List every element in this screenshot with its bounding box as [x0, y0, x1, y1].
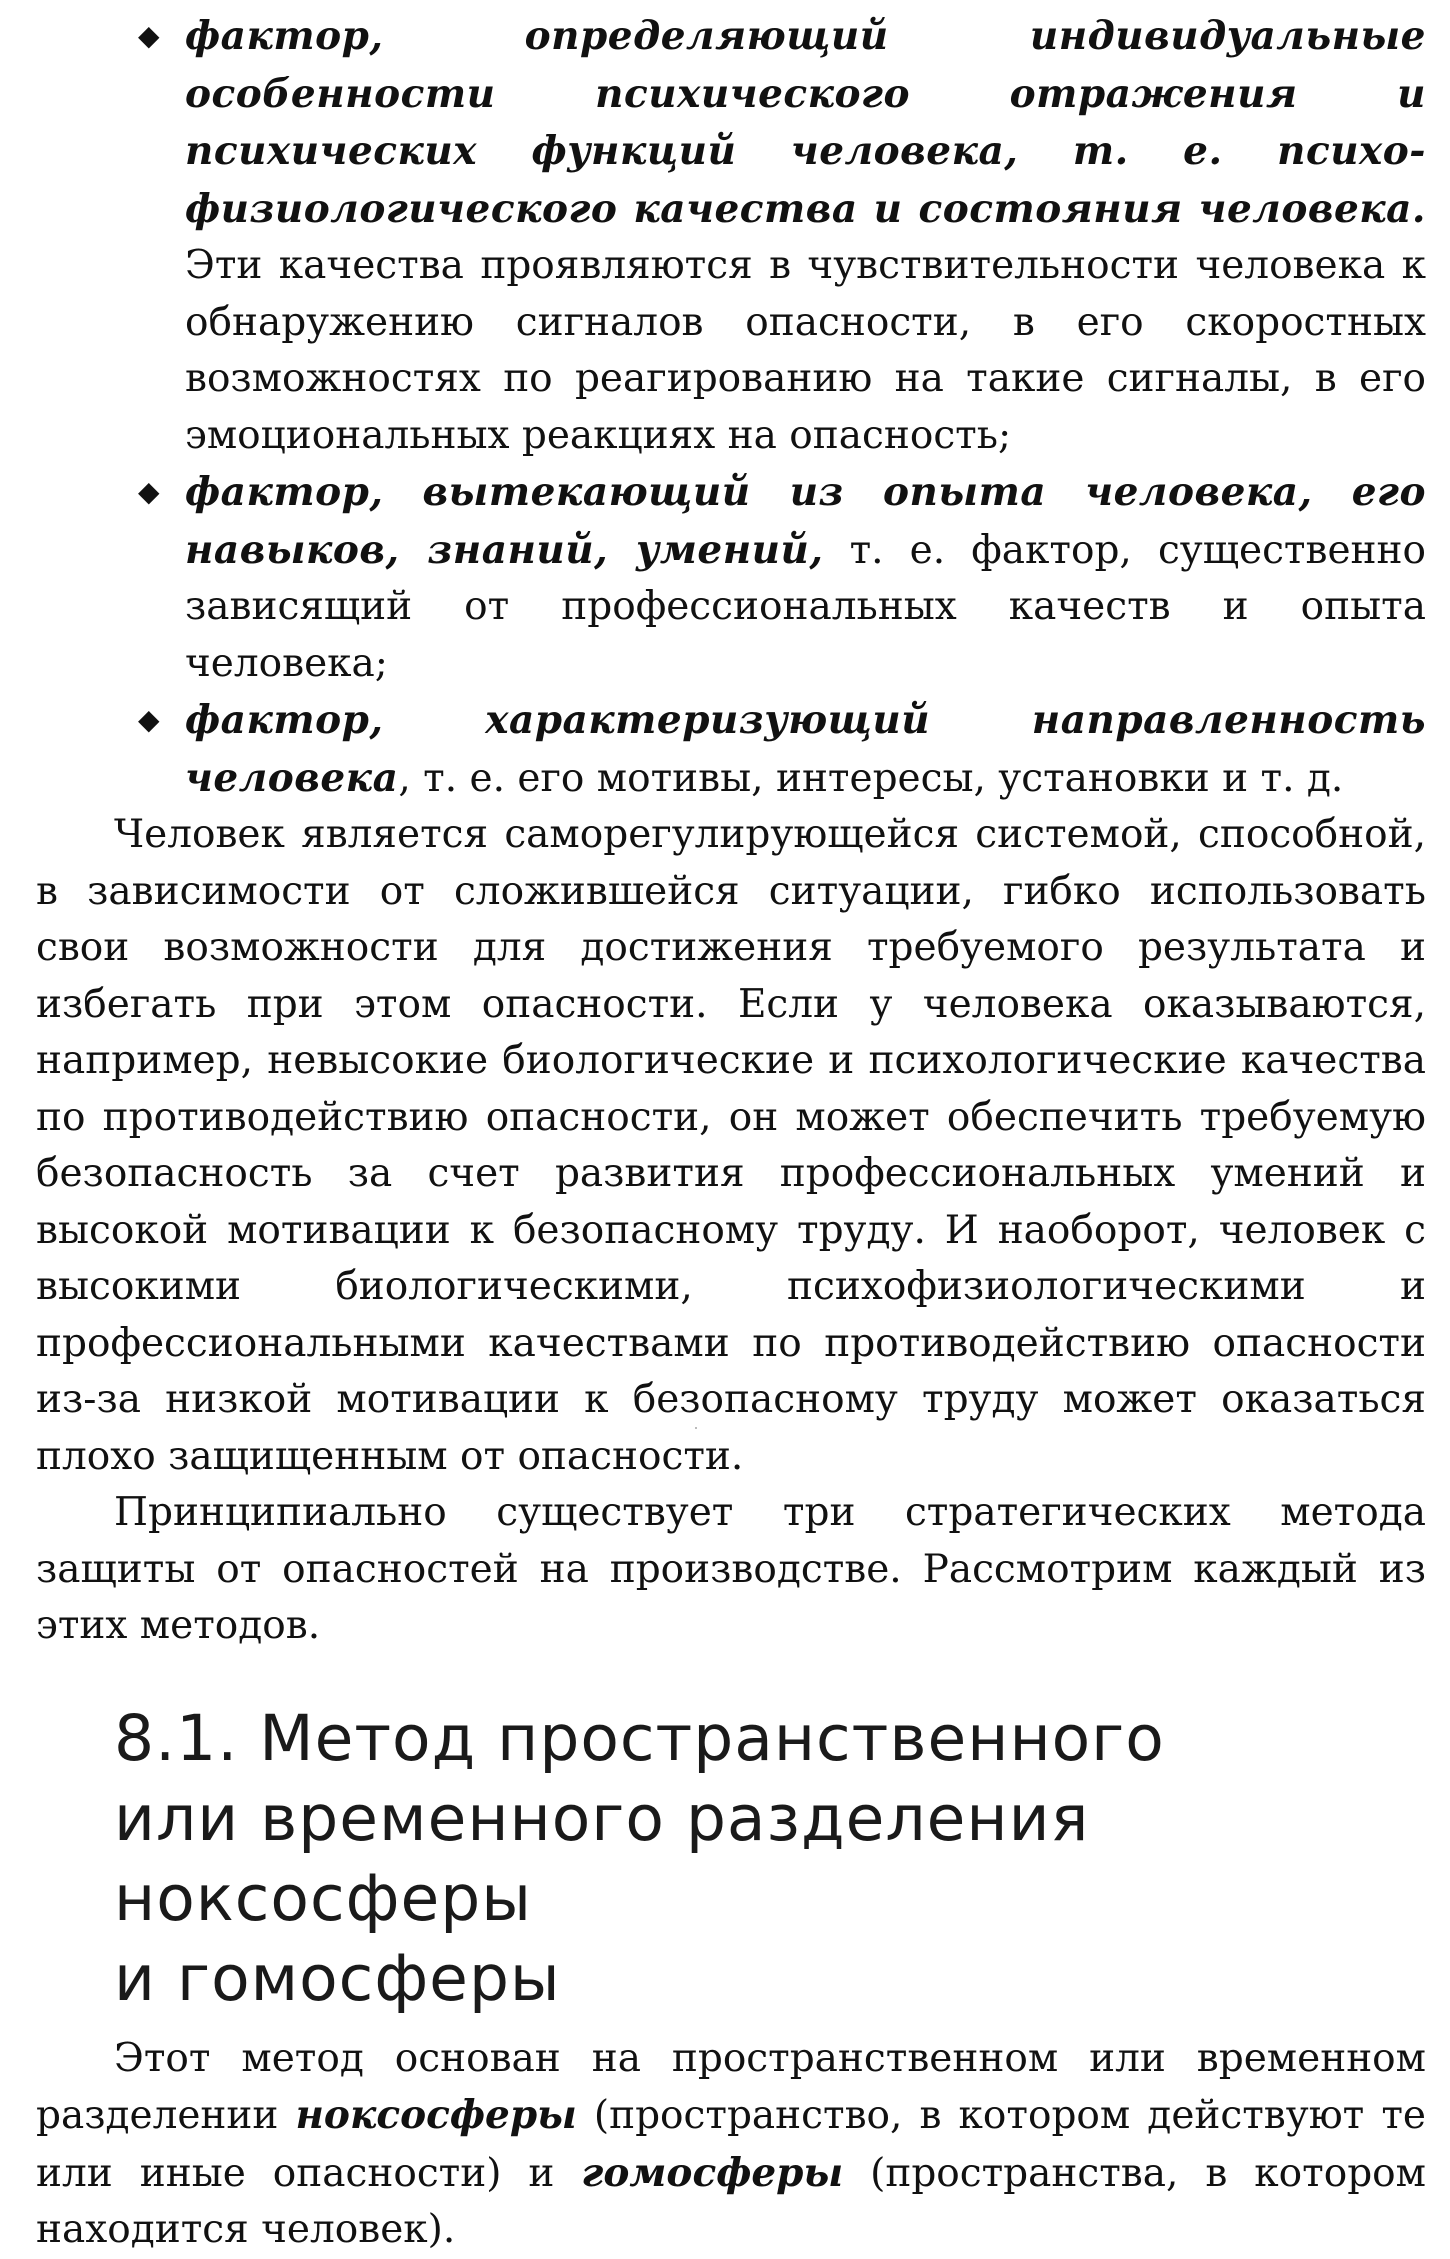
bullet-emphasis: фактор, определяющий индивидуальные особенности психического отражения и психических функций человека, т. е. психо-физиологического качества и состояния человека. [185, 13, 1426, 232]
section-heading-line: 8.1. Метод пространственного [114, 1701, 1165, 1775]
text-run: (пространство, в котором действуют те или иные опасности) и [36, 2093, 1426, 2196]
body-paragraph: Принципиально существует три стратегических метода защиты от опасностей на производстве. Рассмотрим каждый из этих методов. [36, 1490, 1426, 1648]
bullet-item-3 [36, 692, 1426, 807]
diamond-bullet-icon: ◆ [138, 19, 160, 52]
section-heading [36, 1699, 1426, 2019]
term-noxosphere: ноксосферы [295, 2092, 577, 2138]
body-paragraph: Человек является саморегулирующейся системой, способной, в зависимости от сложившейся ситуации, гибко использовать свои возможности для достижения требуемого результата и избегать при этом опасности. Если у человека оказываются, например, невысокие биологические и психологические качества по противодействию опасности, он может обеспечить требуемую безопасность за счет развития профессиональных умений и высокой мотивации к безопасному труду. И наоборот, человек с высокими биологическими, психофизиологическими и профессиональными качествами по противодействию опасности из-за низкой мотивации к безопасному труду может оказаться плохо защищенным от опасности. [36, 812, 1426, 1479]
bullet-text: Эти качества проявляются в чувствительности человека к обнаружению сигналов опасности, в его скоростных возможностях по реагированию на такие сигналы, в его эмоциональных реакциях на опасность; [185, 243, 1426, 458]
section-heading-line: или временного разделения ноксосферы [114, 1781, 1090, 1935]
heading-spacer [36, 2019, 1426, 2031]
bullet-text: т. е. фактор, существенно зависящий от профессиональных качеств и опыта человека; [185, 527, 1426, 686]
bullet-item-2 [36, 464, 1426, 692]
term-homosphere: гомосферы [581, 2149, 844, 2196]
scan-speck [695, 1427, 697, 1429]
bullet-item-1 [36, 8, 1426, 464]
section-spacer [36, 1655, 1426, 1699]
section-intro-paragraph [36, 2031, 1426, 2259]
diamond-bullet-icon: ◆ [138, 703, 160, 736]
section-heading-line: и гомосферы [114, 1941, 561, 2015]
bullet-text: , т. е. его мотивы, интересы, установки и т. д. [398, 755, 1344, 801]
document-page [36, 8, 1426, 2259]
text-run: (пространства, в котором находится человек). [36, 2150, 1426, 2252]
bullet-emphasis: фактор, вытекающий из опыта человека, его навыков, знаний, умений, [185, 469, 1426, 573]
text-run: Этот метод основан на пространственном или временном разделении [36, 2035, 1426, 2138]
diamond-bullet-icon: ◆ [138, 475, 160, 508]
bullet-emphasis: фактор, характеризующий направленность человека [185, 697, 1426, 801]
